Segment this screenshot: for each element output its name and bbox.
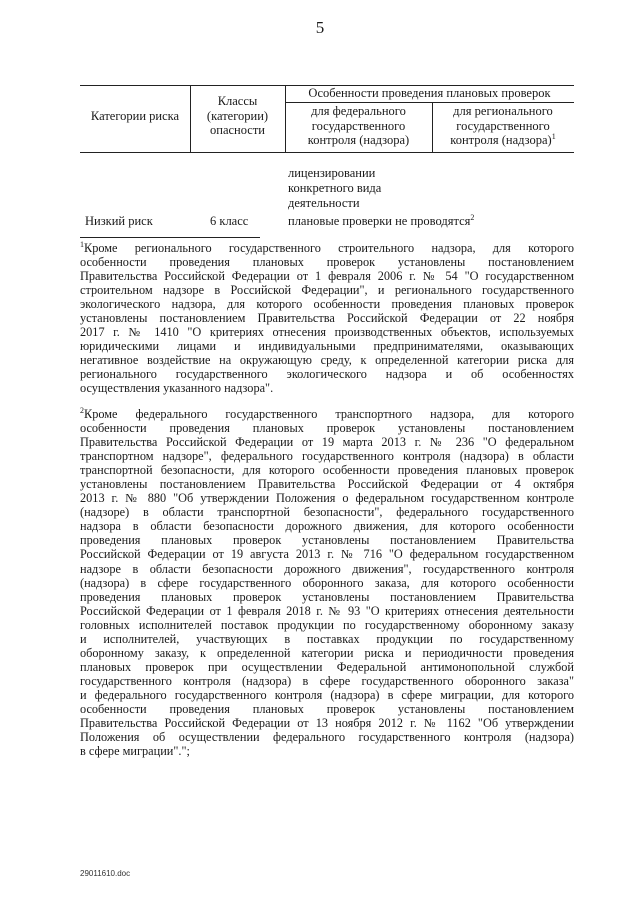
- header-federal-line: для федерального: [311, 104, 406, 118]
- header-hazard-class-line: опасности: [210, 123, 265, 137]
- header-risk-category: Категории риска: [90, 109, 180, 123]
- row-federal-value: [288, 214, 474, 229]
- header-hazard-class-line: Классы: [217, 94, 258, 108]
- footnote-line: [80, 311, 574, 325]
- footnote-line: [80, 632, 574, 646]
- footnote-line-text: транспортной безопасности, для которого особенности проведения плановых проверок: [80, 463, 574, 478]
- header-regional-line: государственного: [456, 118, 550, 133]
- footnote-line: [80, 519, 574, 533]
- footnote-ref-2[interactable]: 2: [470, 212, 475, 222]
- footnote-line: [80, 618, 574, 632]
- footnote-line: [80, 435, 574, 449]
- footnote-line-text: 2013 г. № 880 "Об утверждении Положения о федеральном государственном контроле: [80, 491, 574, 506]
- footnote-line-text: головных исполнителей поставок продукции по государственному оборонному заказу: [80, 617, 574, 632]
- header-regional-line: [432, 133, 574, 148]
- footnote-line: [80, 744, 574, 758]
- page-number: 5: [315, 18, 325, 37]
- footnote-line: [80, 449, 574, 463]
- footnote-line-text: особенности проведения плановых проверок установлены постановлением: [80, 255, 574, 270]
- footnote-line-text: юридическими лицами и индивидуальными предпринимателями, оказывающих: [80, 339, 574, 354]
- footnote-line: [80, 381, 574, 395]
- footnote-line: [80, 730, 574, 744]
- footnote-line-text: в сфере миграции".";: [80, 744, 190, 759]
- header-regional-line: для регионального: [453, 104, 553, 118]
- footnote-line-text: и федерального государственного контроля (надзора) в сфере миграции, для которого: [80, 687, 574, 702]
- footnote-line-text: негативное воздействие на окружающую среду, к определенной категории риска для: [80, 353, 574, 368]
- header-federal-control: [285, 104, 432, 148]
- footnote-line: [80, 463, 574, 477]
- continued-line: лицензировании: [288, 166, 376, 180]
- footnote-line: [80, 688, 574, 702]
- footnote-line: [80, 325, 574, 339]
- footnote-line: [80, 716, 574, 730]
- footnote-line: [80, 353, 574, 367]
- continued-line: деятельности: [288, 196, 360, 210]
- footnote-mark: 2: [80, 405, 84, 415]
- footnote-line: [80, 407, 574, 421]
- footnote-1: [80, 241, 574, 396]
- footnote-line-text: 2017 г. № 1410 "О критериях отнесения производственных объектов, используемых: [80, 325, 574, 340]
- footnote-line: [80, 255, 574, 269]
- footnote-line: [80, 590, 574, 604]
- footnote-line-text: оборонному заказу, к определенной категории риска и периодичности проведения: [80, 645, 574, 660]
- footnote-line-text: Положения об осуществлении федерального государственного контроля (надзора): [80, 730, 574, 745]
- header-federal-line: государственного: [311, 118, 406, 133]
- row-risk-category: Низкий риск: [85, 214, 153, 228]
- header-planned-inspections: Особенности проведения плановых проверок: [308, 86, 551, 100]
- footnote-line-text: транспортном надзоре", федерального государственного контроля (надзора) в области: [80, 449, 574, 464]
- footnote-line-text: Правительства Российской Федерации от 19 марта 2013 г. № 236 "О федеральном: [80, 435, 574, 450]
- footnote-mark: 1: [80, 239, 84, 249]
- footnote-line: [80, 421, 574, 435]
- footnote-line: [80, 660, 574, 674]
- footnote-line: [80, 533, 574, 547]
- footnote-line-text: Правительства Российской Федерации от 1 февраля 2006 г. № 54 "О государственном: [80, 269, 574, 284]
- footnote-line-text: установлены постановлением Правительства Российской Федерации от 22 ноября: [80, 311, 574, 326]
- header-sub-rule: [285, 102, 574, 103]
- footnote-line-text: надзора в области безопасности дорожного движения, для которого особенности: [80, 519, 574, 534]
- footnote-line-text: регионального государственного экологического надзора и об особенностях: [80, 367, 574, 382]
- footnote-line: [80, 339, 574, 353]
- header-bottom-rule: [80, 152, 574, 153]
- footnote-line: [80, 477, 574, 491]
- continued-line: конкретного вида: [288, 181, 382, 195]
- row-hazard-class: 6 класс: [210, 214, 249, 228]
- footnote-separator: [80, 237, 260, 238]
- footnote-line: [80, 269, 574, 283]
- footnote-line-text: экологического надзора, для которого особенности проведения плановых проверок: [80, 297, 574, 312]
- footnote-line-text: установлены постановлением Правительства Российской Федерации от 4 октября: [80, 477, 574, 492]
- footnote-line: [80, 562, 574, 576]
- footnote-line: [80, 702, 574, 716]
- header-federal-line: контроля (надзора): [307, 133, 410, 147]
- footnote-line-text: плановых проверок при осуществлении Федеральной антимонопольной службой: [80, 659, 574, 674]
- footnote-line-text: государственного контроля (надзора) в сфере государственного оборонного заказа": [80, 673, 574, 688]
- header-hazard-class-line: (категории): [206, 108, 269, 123]
- footnote-line-text: Кроме регионального государственного строительного надзора, для которого: [84, 241, 574, 255]
- footnote-line-text: Российской Федерации от 19 августа 2013 г. № 716 "О федеральном государственном: [80, 547, 574, 562]
- footnote-line-text: проведения плановых проверок установлены постановлением Правительства: [80, 589, 574, 604]
- footnote-ref-1[interactable]: 1: [551, 131, 556, 141]
- row-federal-text: плановые проверки не проводятся: [288, 214, 471, 228]
- footnote-line: [80, 367, 574, 381]
- footnote-line-text: надзоре в области безопасности дорожного движения", государственного контроля: [80, 561, 574, 576]
- footnote-line: [80, 241, 574, 255]
- header-regional-line-text: контроля (надзора): [450, 133, 552, 147]
- footnote-line: [80, 505, 574, 519]
- footnote-line-text: Кроме федерального государственного транспортного надзора, для которого: [84, 407, 574, 421]
- footnote-line: [80, 491, 574, 505]
- header-hazard-class: [190, 94, 285, 138]
- footnote-line-text: Российской Федерации от 1 февраля 2018 г. № 93 "О критериях отнесения деятельности: [80, 603, 574, 618]
- footnote-line: [80, 547, 574, 561]
- footnote-line: [80, 297, 574, 311]
- footnote-line: [80, 604, 574, 618]
- document-id: 29011610.doc: [80, 869, 131, 878]
- continued-cell-text: [288, 166, 381, 211]
- footnote-line: [80, 646, 574, 660]
- footnote-line-text: особенности проведения плановых проверок установлены постановлением: [80, 701, 574, 716]
- footnote-line-text: Правительства Российской Федерации от 13 ноября 2012 г. № 1162 "Об утверждении: [80, 716, 574, 731]
- footnote-2: [80, 407, 574, 758]
- footnote-line: [80, 576, 574, 590]
- header-regional-control: [432, 104, 574, 148]
- footnote-line-text: и исполнителей, участвующих в поставках продукции по государственному: [80, 631, 574, 646]
- footnote-line-text: строительном надзоре в Российской Федерации", и регионального государственного: [80, 283, 574, 298]
- footnote-line-text: (надзора) в сфере государственного оборонного заказа, для которого особенности: [80, 575, 574, 590]
- footnote-line-text: особенности проведения плановых проверок установлены постановлением: [80, 421, 574, 436]
- footnote-line-text: проведения плановых проверок установлены постановлением Правительства: [80, 533, 574, 548]
- footnote-line-text: осуществления указанного надзора".: [80, 381, 274, 396]
- footnote-line: [80, 283, 574, 297]
- footnote-line-text: (надзоре) в области транспортной безопасности", федерального государственного: [80, 505, 574, 520]
- footnote-line: [80, 674, 574, 688]
